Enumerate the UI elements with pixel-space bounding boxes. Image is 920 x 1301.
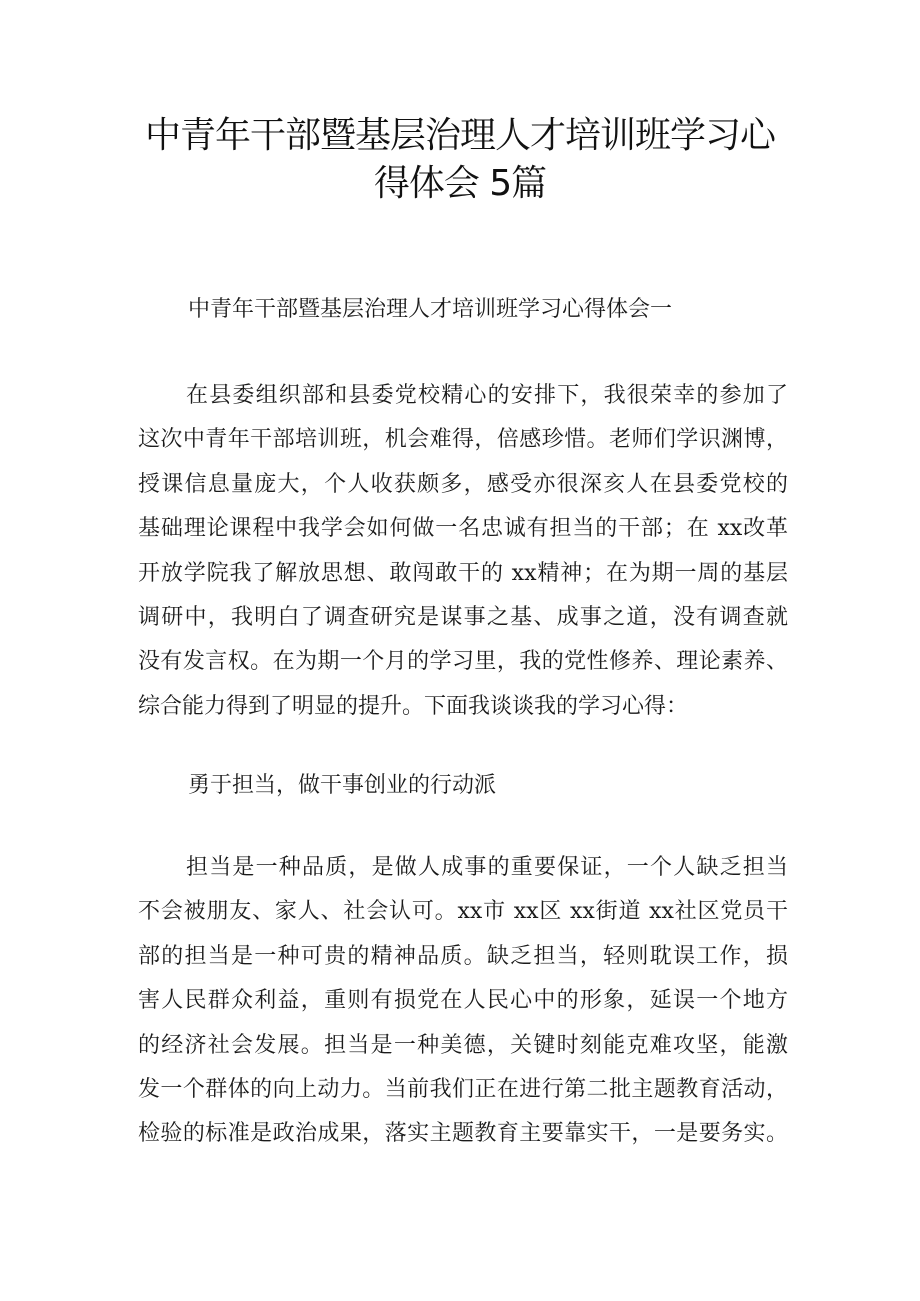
paragraph-line: 开放学院我了解放思想、敢闯敢干的 xx精神；在为期一周的基层 xyxy=(138,560,788,586)
paragraph-line: 这次中青年干部培训班，机会难得，倍感珍惜。老师们学识渊博， xyxy=(138,427,788,453)
paragraph-responsibility xyxy=(138,846,788,1157)
paragraph-line: 没有发言权。在为期一个月的学习里，我的党性修养、理论素养、 xyxy=(138,649,788,675)
paragraph-line: 授课信息量庞大，个人收获颇多，感受亦很深亥人在县委党校的 xyxy=(138,471,788,497)
paragraph-line: 检验的标准是政治成果，落实主题教育主要靠实干，一是要务实。 xyxy=(138,1121,788,1147)
paragraph-intro xyxy=(138,374,788,729)
paragraph-line: 担当是一种品质，是做人成事的重要保证，一个人缺乏担当 xyxy=(186,855,788,880)
document-title-line-2: 得体会 5篇 xyxy=(373,163,547,204)
paragraph-line: 基础理论课程中我学会如何做一名忠诚有担当的干部；在 xx改革 xyxy=(138,516,788,542)
paragraph-line: 综合能力得到了明显的提升。下面我谈谈我的学习心得： xyxy=(138,693,689,719)
paragraph-line: 调研中，我明白了调查研究是谋事之基、成事之道，没有调查就 xyxy=(138,604,788,630)
section-heading: 勇于担当，做干事创业的行动派 xyxy=(188,773,497,798)
paragraph-line: 害人民群众利益，重则有损党在人民心中的形象，延误一个地方 xyxy=(138,988,788,1014)
paragraph-line: 不会被朋友、家人、社会认可。xx市 xx区 xx街道 xx社区党员干 xyxy=(138,899,788,925)
section-subtitle: 中青年干部暨基层治理人才培训班学习心得体会一 xyxy=(188,297,673,322)
paragraph-line: 部的担当是一种可贵的精神品质。缺乏担当，轻则耽误工作，损 xyxy=(138,943,788,969)
paragraph-line: 的经济社会发展。担当是一种美德，关键时刻能克难攻坚，能激 xyxy=(138,1032,788,1058)
paragraph-line: 在县委组织部和县委党校精心的安排下，我很荣幸的参加了 xyxy=(186,383,788,408)
paragraph-line: 发一个群体的向上动力。当前我们正在进行第二批主题教育活动， xyxy=(138,1076,788,1102)
document-title-line-1: 中青年干部暨基层治理人才培训班学习心 xyxy=(144,115,775,156)
